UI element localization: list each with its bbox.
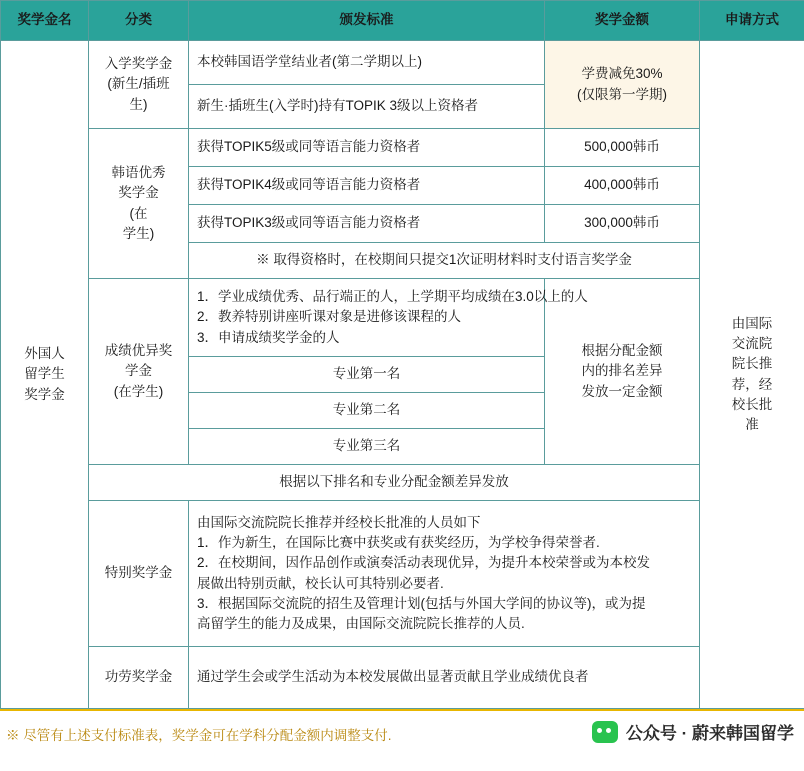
cell-category-grade bbox=[89, 279, 189, 465]
footer-brand-text: 公众号 · 蔚来韩国留学 bbox=[625, 724, 794, 743]
cell-category-entrance bbox=[89, 41, 189, 129]
footer-brand-group bbox=[592, 719, 794, 744]
table-row bbox=[1, 41, 804, 85]
entrance-amount-line-2: (仅限第一学期) bbox=[577, 86, 667, 102]
scholarship-name-line-1: 外国人 bbox=[24, 346, 65, 362]
cell-entrance-standard-2: 新生·插班生(入学时)持有TOPIK 3级以上资格者 bbox=[189, 85, 545, 129]
cell-application-method bbox=[700, 41, 804, 709]
special-item-5: 高留学生的能力及成果，由国际交流院院长推荐的人员. bbox=[197, 616, 525, 631]
cell-category-korean bbox=[89, 129, 189, 279]
table-row bbox=[1, 465, 804, 501]
cell-grade-rank-3: 专业第三名 bbox=[189, 429, 545, 465]
apply-line-1: 由国际 bbox=[731, 315, 773, 331]
apply-line-4: 荐，经 bbox=[731, 376, 773, 392]
cell-scholarship-name bbox=[1, 41, 89, 709]
wechat-icon bbox=[592, 721, 618, 743]
category-grade-line-2: 学金 bbox=[125, 363, 152, 379]
cell-category-special: 特别奖学金 bbox=[89, 501, 189, 647]
category-entrance-line-1: 入学奖学金 bbox=[104, 56, 173, 72]
table-row bbox=[1, 279, 804, 357]
column-header-standard: 颁发标准 bbox=[189, 1, 545, 41]
grade-condition-3: 3．申请成绩奖学金的人 bbox=[197, 329, 340, 345]
grade-amount-line-3: 发放一定金额 bbox=[581, 383, 663, 399]
apply-line-2: 交流院 bbox=[731, 336, 773, 351]
cell-entrance-amount bbox=[545, 41, 700, 129]
table-header bbox=[1, 1, 804, 41]
grade-amount-line-2: 内的排名差异 bbox=[581, 363, 663, 379]
cell-korean-standard-4: 获得TOPIK4级或同等语言能力资格者 bbox=[189, 167, 545, 205]
category-korean-line-2: 奖学金 bbox=[118, 185, 159, 201]
category-korean-line-4: 学生) bbox=[122, 225, 155, 241]
grade-condition-1: 1．学业成绩优秀、品行端正的人，上学期平均成绩在3.0以上的人 bbox=[197, 289, 588, 305]
column-header-category: 分类 bbox=[89, 1, 189, 41]
entrance-amount-line-1: 学费减免30% bbox=[581, 66, 663, 82]
scholarship-name-line-2: 留学生 bbox=[24, 366, 65, 382]
column-header-amount: 奖学金额 bbox=[545, 1, 700, 41]
cell-korean-standard-5: 获得TOPIK5级或同等语言能力资格者 bbox=[189, 129, 545, 167]
column-header-application: 申请方式 bbox=[700, 1, 804, 41]
cell-korean-amount-5: 500,000韩币 bbox=[545, 129, 700, 167]
category-korean-line-1: 韩语优秀 bbox=[111, 165, 166, 180]
cell-korean-note: ※ 取得资格时，在校期间只提交1次证明材料时支付语言奖学金 bbox=[189, 243, 700, 279]
cell-grade-note: 根据以下排名和专业分配金额差异发放 bbox=[89, 465, 700, 501]
cell-grade-rank-1: 专业第一名 bbox=[189, 357, 545, 393]
scholarship-name-line-3: 奖学金 bbox=[24, 386, 65, 402]
cell-korean-amount-4: 400,000韩币 bbox=[545, 167, 700, 205]
grade-amount-line-1: 根据分配金额 bbox=[581, 343, 663, 359]
cell-grade-conditions bbox=[189, 279, 588, 357]
special-intro: 由国际交流院院长推荐并经校长批准的人员如下 bbox=[197, 514, 481, 530]
table-row bbox=[1, 129, 804, 167]
cell-korean-amount-3: 300,000韩币 bbox=[545, 205, 700, 243]
special-item-2: 2．在校期间，因作品创作或演奏活动表现优异，为提升本校荣誉或为本校发 bbox=[197, 555, 651, 571]
cell-merit-standard: 通过学生会或学生活动为本校发展做出显著贡献且学业成绩优良者 bbox=[189, 647, 700, 709]
apply-line-5: 校长批 bbox=[731, 396, 773, 412]
table-row bbox=[1, 501, 804, 647]
category-entrance-line-3: 生) bbox=[129, 96, 148, 112]
cell-grade-amount bbox=[545, 279, 700, 465]
table-row bbox=[1, 647, 804, 709]
cell-grade-rank-2: 专业第二名 bbox=[189, 393, 545, 429]
footer-note: ※ 尽管有上述支付标准表，奖学金可在学科分配金额内调整支付. bbox=[6, 728, 392, 743]
column-header-name: 奖学金名 bbox=[1, 1, 89, 41]
apply-line-6: 准 bbox=[745, 417, 759, 432]
table-body bbox=[1, 41, 804, 709]
category-entrance-line-2: (新生/插班 bbox=[107, 76, 170, 92]
category-grade-line-1: 成绩优异奖 bbox=[104, 343, 173, 359]
cell-category-merit: 功劳奖学金 bbox=[89, 647, 189, 709]
category-korean-line-3: (在 bbox=[129, 205, 148, 221]
footer bbox=[0, 709, 804, 757]
grade-condition-2: 2．教养特别讲座听课对象是进修该课程的人 bbox=[197, 309, 462, 325]
apply-line-3: 院长推 bbox=[731, 356, 773, 372]
category-grade-line-3: (在学生) bbox=[113, 383, 164, 399]
special-item-4: 3．根据国际交流院的招生及管理计划(包括与外国大学间的协议等)，或为提 bbox=[197, 595, 646, 611]
special-item-3: 展做出特别贡献，校长认可其特别必要者. bbox=[197, 575, 444, 591]
cell-korean-standard-3: 获得TOPIK3级或同等语言能力资格者 bbox=[189, 205, 545, 243]
cell-special-standard bbox=[189, 501, 700, 647]
cell-entrance-standard-1: 本校韩国语学堂结业者(第二学期以上) bbox=[189, 41, 545, 85]
special-item-1: 1．作为新生，在国际比赛中获奖或有获奖经历，为学校争得荣誉者. bbox=[197, 535, 600, 550]
table-header-row bbox=[1, 1, 804, 41]
